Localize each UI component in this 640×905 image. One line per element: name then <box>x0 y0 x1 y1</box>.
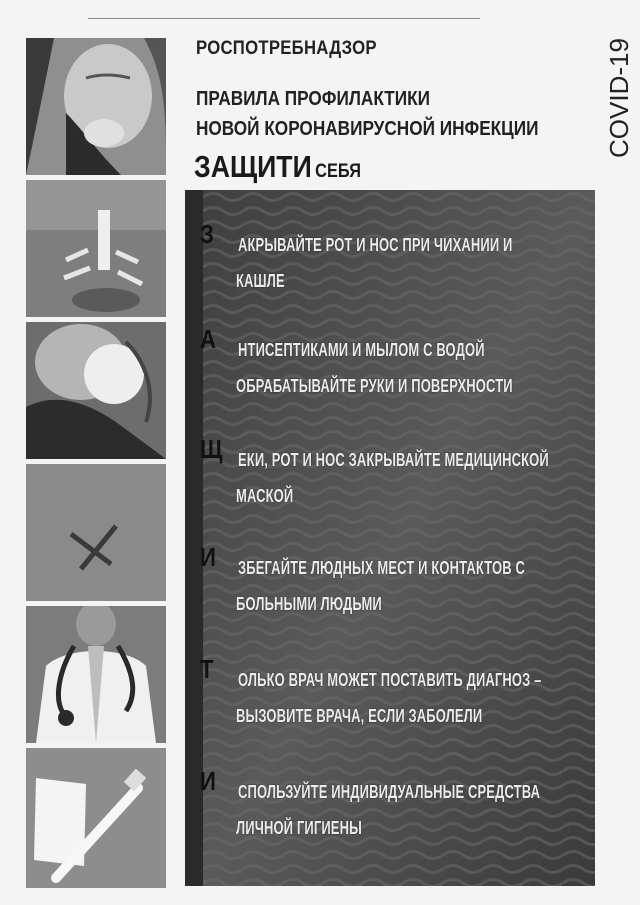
spray-bottle-icon <box>26 180 166 317</box>
rule-letter: Т <box>200 654 214 684</box>
rule-letter: И <box>200 766 216 796</box>
toothbrush-towel-icon <box>26 748 166 888</box>
rule-text-line-1: ОЛЬКО ВРАЧ МОЖЕТ ПОСТАВИТЬ ДИАГНОЗ – <box>238 670 542 690</box>
title-line-2: НОВОЙ КОРОНАВИРУСНОЙ ИНФЕКЦИИ <box>196 118 539 140</box>
rule-text-line-1: ЗБЕГАЙТЕ ЛЮДНЫХ МЕСТ И КОНТАКТОВ С <box>238 558 525 578</box>
rule-text-line-1: НТИСЕПТИКАМИ И МЫЛОМ С ВОДОЙ <box>238 340 485 360</box>
doctor-stethoscope-icon <box>26 606 166 743</box>
protect-heading-small: СЕБЯ <box>315 161 361 182</box>
photo-column <box>26 38 166 888</box>
side-label <box>600 30 640 170</box>
rule-text-line-2: ЛИЧНОЙ ГИГИЕНЫ <box>236 818 362 838</box>
rule-letter: А <box>200 324 216 354</box>
protect-heading <box>194 149 361 185</box>
protect-heading-big: ЗАЩИТИ <box>194 149 312 184</box>
rule-text-line-2: ОБРАБАТЫВАЙТЕ РУКИ И ПОВЕРХНОСТИ <box>236 376 513 396</box>
rule-text-line-1: СПОЛЬЗУЙТЕ ИНДИВИДУАЛЬНЫЕ СРЕДСТВА <box>238 782 541 802</box>
top-rule <box>88 18 480 19</box>
rule-letter: З <box>200 219 214 249</box>
organization-name: РОСПОТРЕБНАДЗОР <box>196 38 377 59</box>
rule-letter: Щ <box>200 434 223 464</box>
rule-text-line-1: ЕКИ, РОТ И НОС ЗАКРЫВАЙТЕ МЕДИЦИНСКОЙ <box>238 450 549 470</box>
face-mask-icon <box>26 322 166 459</box>
rule-text-line-2: БОЛЬНЫМИ ЛЮДЬМИ <box>236 594 382 614</box>
page-title <box>196 84 538 144</box>
rule-letter: И <box>200 542 216 572</box>
rule-text-line-2: МАСКОЙ <box>236 486 294 506</box>
rule-text-line-1: АКРЫВАЙТЕ РОТ И НОС ПРИ ЧИХАНИИ И <box>238 235 513 255</box>
title-line-1: ПРАВИЛА ПРОФИЛАКТИКИ <box>196 88 430 110</box>
sneeze-person-icon <box>26 38 166 175</box>
crossed-hands-icon <box>26 464 166 601</box>
covid-label: COVID-19 <box>604 38 634 158</box>
rule-text-line-2: ВЫЗОВИТЕ ВРАЧА, ЕСЛИ ЗАБОЛЕЛИ <box>236 706 483 726</box>
rule-text-line-2: КАШЛЕ <box>236 271 285 291</box>
